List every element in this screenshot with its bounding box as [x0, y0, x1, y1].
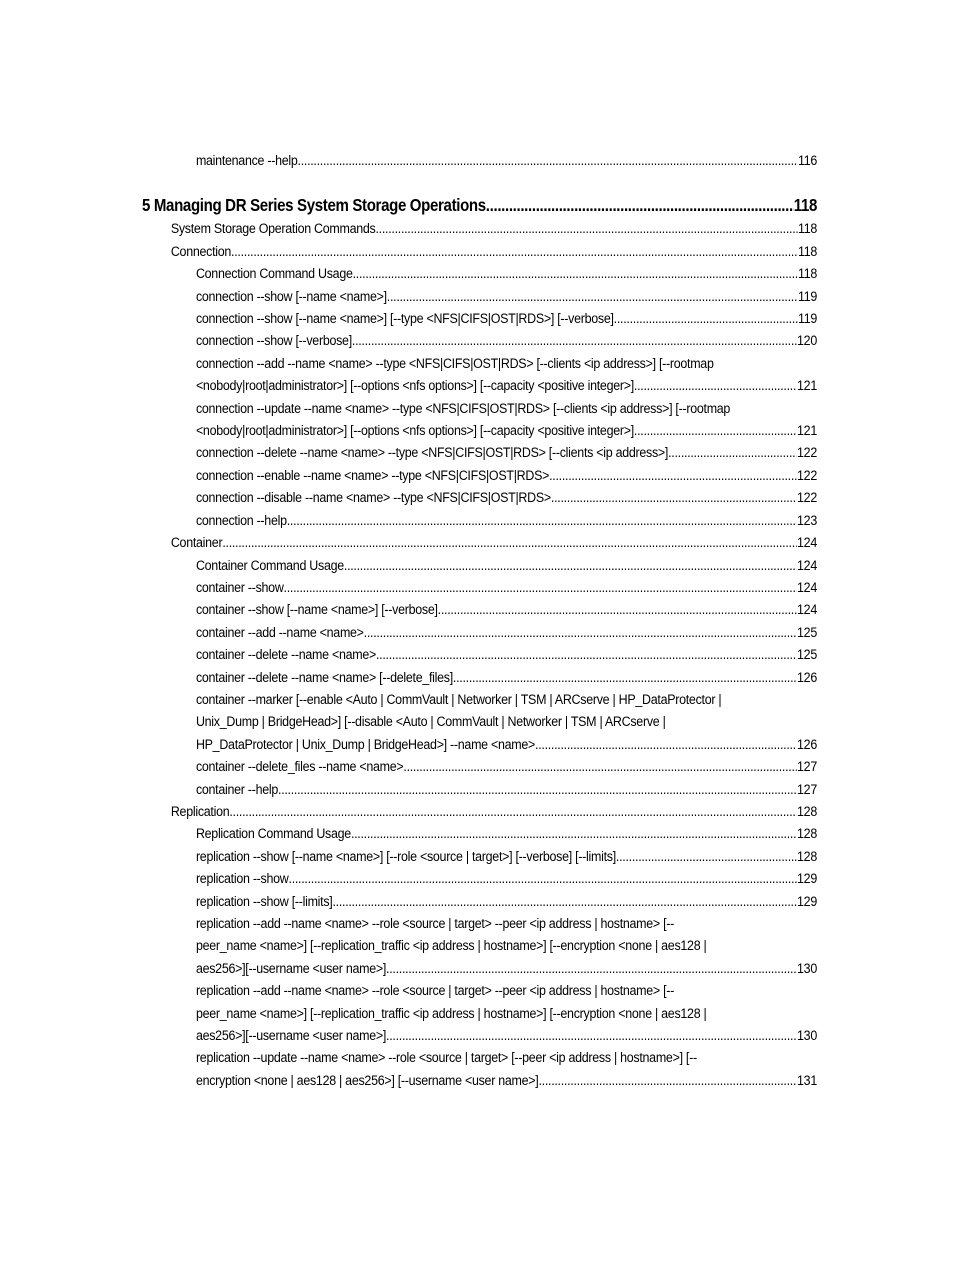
toc-entry-text: connection --enable --name <name> --type <NFS|CIFS|OST|RDS>: [195, 467, 550, 483]
toc-entry-text: container --delete --name <name> [--delete_files]: [195, 669, 453, 685]
toc-page-number: 122: [797, 467, 817, 483]
toc-entry[interactable]: [142, 846, 817, 868]
toc-page-number: 121: [797, 378, 817, 394]
toc-line: [142, 801, 817, 823]
toc-page-number: 130: [797, 1028, 817, 1044]
toc-entry[interactable]: [142, 823, 817, 845]
dot-leader: [551, 487, 797, 509]
toc-entry-text: aes256>][--username <user name>]: [195, 1028, 387, 1044]
dot-leader: [351, 823, 797, 845]
dot-leader: [486, 192, 794, 218]
toc-line: [142, 711, 817, 733]
dot-leader: [387, 286, 798, 308]
toc-entry[interactable]: [142, 330, 817, 352]
dot-leader: [403, 756, 797, 778]
toc-entry-text: peer_name <name>] [--replication_traffic <ip address | hostname>] [--encryption <none | aes128 |: [195, 938, 707, 954]
toc-page-number: 129: [797, 893, 817, 909]
toc-line: [142, 487, 817, 509]
toc-entry-text: replication --show [--limits]: [195, 893, 333, 909]
toc-page-number: 122: [797, 445, 817, 461]
toc-page-number: 127: [797, 781, 817, 797]
toc-line: [142, 375, 817, 397]
toc-page-number: 118: [797, 266, 817, 282]
toc-line: [142, 756, 817, 778]
dot-leader: [614, 308, 798, 330]
toc-entry-text: Connection Command Usage: [195, 266, 353, 282]
toc-entry-text: connection --delete --name <name> --type <NFS|CIFS|OST|RDS> [--clients <ip address>]: [195, 445, 669, 461]
toc-entry[interactable]: [142, 353, 817, 398]
toc-entry[interactable]: [142, 263, 817, 285]
toc-line: [142, 868, 817, 890]
dot-leader: [535, 734, 797, 756]
toc-page-number: 124: [797, 579, 817, 595]
toc-entry[interactable]: [142, 779, 817, 801]
table-of-contents: [142, 150, 817, 1092]
toc-line: [142, 150, 817, 172]
dot-leader: [453, 667, 797, 689]
toc-entry-text: container --delete --name <name>: [195, 647, 376, 663]
toc-entry-text: replication --show [--name <name>] [--role <source | target>] [--verbose] [--limits]: [195, 848, 616, 864]
toc-page-number: 131: [797, 1072, 817, 1088]
toc-line: [142, 577, 817, 599]
dot-leader: [289, 868, 798, 890]
toc-entry[interactable]: [142, 868, 817, 890]
toc-line: [142, 465, 817, 487]
dot-leader: [222, 532, 797, 554]
toc-entry-text: replication --add --name <name> --role <source | target> --peer <ip address | hostname> [--: [195, 983, 675, 999]
dot-leader: [332, 891, 797, 913]
toc-page-number: 124: [797, 535, 817, 551]
toc-entry-text: Unix_Dump | BridgeHead>] [--disable <Auto | CommVault | Networker | TSM | ARCserve |: [195, 714, 666, 730]
toc-line: [142, 734, 817, 756]
dot-leader: [634, 420, 797, 442]
toc-entry[interactable]: [142, 286, 817, 308]
dot-leader: [364, 622, 797, 644]
toc-page-number: 128: [797, 826, 817, 842]
toc-entry-text: Connection: [170, 243, 232, 259]
toc-entry-text: container --add --name <name>: [195, 624, 364, 640]
toc-entry-text: connection --update --name <name> --type <NFS|CIFS|OST|RDS> [--clients <ip address>] [--rootmap: [195, 400, 731, 416]
dot-leader: [376, 218, 798, 240]
toc-page-number: 119: [797, 288, 817, 304]
toc-entry-text: replication --update --name <name> --role <source | target> [--peer <ip address | hostname>] [--: [195, 1050, 697, 1066]
toc-entry-text: connection --show [--name <name>]: [195, 288, 387, 304]
dot-leader: [344, 555, 797, 577]
toc-entry-text: connection --show [--verbose]: [195, 333, 352, 349]
dot-leader: [634, 375, 797, 397]
toc-entry-text: container --delete_files --name <name>: [195, 759, 404, 775]
toc-page-number: 122: [797, 490, 817, 506]
toc-line: [142, 667, 817, 689]
toc-page-number: 121: [797, 423, 817, 439]
toc-entry-text: Replication Command Usage: [195, 826, 351, 842]
toc-entry[interactable]: [142, 577, 817, 599]
toc-line: [142, 353, 817, 375]
toc-entry-text: connection --show [--name <name>] [--type <NFS|CIFS|OST|RDS>] [--verbose]: [195, 311, 614, 327]
toc-line: [142, 891, 817, 913]
toc-entry[interactable]: [142, 1047, 817, 1092]
dot-leader: [438, 599, 797, 621]
toc-entry-text: Replication: [170, 803, 230, 819]
toc-line: [142, 622, 817, 644]
toc-line: [142, 599, 817, 621]
toc-entry[interactable]: [142, 667, 817, 689]
dot-leader: [229, 801, 797, 823]
toc-line: [142, 241, 817, 263]
dot-leader: [376, 644, 797, 666]
toc-line: [142, 532, 817, 554]
toc-entry-text: System Storage Operation Commands: [170, 221, 376, 237]
toc-entry-text: HP_DataProtector | Unix_Dump | BridgeHead>] --name <name>: [195, 736, 536, 752]
toc-page-number: 116: [797, 153, 817, 168]
toc-page-number: 119: [797, 311, 817, 327]
toc-entry[interactable]: [142, 218, 817, 240]
toc-page-number: 128: [797, 803, 817, 819]
toc-entry[interactable]: [142, 442, 817, 464]
toc-entry-text: connection --disable --name <name> --type <NFS|CIFS|OST|RDS>: [195, 490, 551, 506]
toc-entry[interactable]: [142, 398, 817, 443]
toc-page-number: 120: [797, 333, 817, 349]
toc-entry-text: container --help: [195, 781, 279, 797]
dot-leader: [549, 465, 797, 487]
toc-entry[interactable]: [142, 555, 817, 577]
toc-entry[interactable]: [142, 980, 817, 1047]
toc-entry[interactable]: [142, 532, 817, 554]
toc-entry[interactable]: [142, 689, 817, 756]
toc-line: [142, 958, 817, 980]
dot-leader: [353, 263, 798, 285]
toc-entry[interactable]: [142, 891, 817, 913]
toc-page-number: 126: [797, 669, 817, 685]
toc-entry-text: maintenance --help: [195, 153, 298, 168]
dot-leader: [287, 510, 797, 532]
toc-page-number: 118: [797, 221, 817, 237]
toc-line: [142, 1047, 817, 1069]
toc-line: [142, 846, 817, 868]
toc-entry-text: container --show: [195, 579, 284, 595]
toc-entry-text: connection --add --name <name> --type <NFS|CIFS|OST|RDS> [--clients <ip address>] [--rootmap: [195, 355, 714, 371]
toc-line: [142, 980, 817, 1002]
toc-entry-text: replication --add --name <name> --role <source | target> --peer <ip address | hostname> [--: [195, 916, 675, 931]
toc-entry-text: replication --show: [195, 871, 289, 887]
toc-entry[interactable]: [142, 801, 817, 823]
toc-entry[interactable]: [142, 756, 817, 778]
toc-entry-text: encryption <none | aes128 | aes256>] [--username <user name>]: [195, 1072, 539, 1088]
toc-entry[interactable]: [142, 308, 817, 330]
toc-entry[interactable]: [142, 241, 817, 263]
toc-line: [142, 263, 817, 285]
toc-entry-text: Container: [170, 535, 223, 551]
dot-leader: [386, 958, 797, 980]
dot-leader: [284, 577, 798, 599]
toc-line: [142, 1025, 817, 1047]
dot-leader: [231, 241, 798, 263]
toc-line: [142, 935, 817, 957]
toc-entry[interactable]: [142, 487, 817, 509]
toc-entry-text: aes256>][--username <user name>]: [195, 960, 387, 976]
toc-page-number: 128: [797, 848, 817, 864]
dot-leader: [538, 1070, 797, 1092]
toc-entry[interactable]: [142, 150, 817, 172]
toc-page-number: 127: [797, 759, 817, 775]
toc-entry[interactable]: [142, 622, 817, 644]
toc-line: [142, 442, 817, 464]
toc-entry[interactable]: [142, 510, 817, 532]
toc-line: [142, 398, 817, 420]
toc-entry[interactable]: [142, 644, 817, 666]
dot-leader: [298, 150, 798, 172]
toc-line: [142, 823, 817, 845]
toc-entry-text: container --marker [--enable <Auto | CommVault | Networker | TSM | ARCserve | HP_DataProtector |: [195, 691, 722, 707]
toc-line: [142, 1070, 817, 1092]
toc-entry[interactable]: [142, 465, 817, 487]
toc-entry-text: peer_name <name>] [--replication_traffic <ip address | hostname>] [--encryption <none | aes128 |: [195, 1005, 707, 1021]
toc-entry-text: container --show [--name <name>] [--verbose]: [195, 602, 438, 618]
toc-entry-text: Container Command Usage: [195, 557, 344, 573]
toc-line: [142, 510, 817, 532]
toc-line: [142, 555, 817, 577]
toc-entry[interactable]: [142, 913, 817, 980]
toc-page-number: 130: [797, 960, 817, 976]
toc-line: [142, 689, 817, 711]
toc-line: [142, 286, 817, 308]
toc-page-number: 118: [793, 195, 818, 216]
toc-entry-text: <nobody|root|administrator>] [--options <nfs options>] [--capacity <positive integer>]: [195, 423, 634, 439]
toc-page-number: 125: [797, 647, 817, 663]
toc-entry-text: connection --help: [195, 512, 287, 528]
toc-line: [142, 779, 817, 801]
dot-leader: [278, 779, 797, 801]
toc-page-number: 123: [797, 512, 817, 528]
dot-leader: [616, 846, 797, 868]
toc-entry-text: 5 Managing DR Series System Storage Operations: [142, 195, 486, 216]
toc-line: [142, 192, 817, 218]
toc-line: [142, 913, 817, 935]
toc-entry[interactable]: [142, 599, 817, 621]
toc-line: [142, 1003, 817, 1025]
toc-page-number: 129: [797, 871, 817, 887]
toc-page-number: 125: [797, 624, 817, 640]
toc-entry-text: <nobody|root|administrator>] [--options <nfs options>] [--capacity <positive integer>]: [195, 378, 634, 394]
toc-line: [142, 218, 817, 240]
dot-leader: [352, 330, 797, 352]
toc-page-number: 126: [797, 736, 817, 752]
dot-leader: [668, 442, 797, 464]
toc-page-number: 118: [797, 243, 817, 259]
toc-chapter-entry[interactable]: [142, 192, 817, 218]
toc-line: [142, 644, 817, 666]
toc-line: [142, 330, 817, 352]
toc-page-number: 124: [797, 602, 817, 618]
dot-leader: [386, 1025, 797, 1047]
toc-line: [142, 308, 817, 330]
toc-page-number: 124: [797, 557, 817, 573]
toc-line: [142, 420, 817, 442]
